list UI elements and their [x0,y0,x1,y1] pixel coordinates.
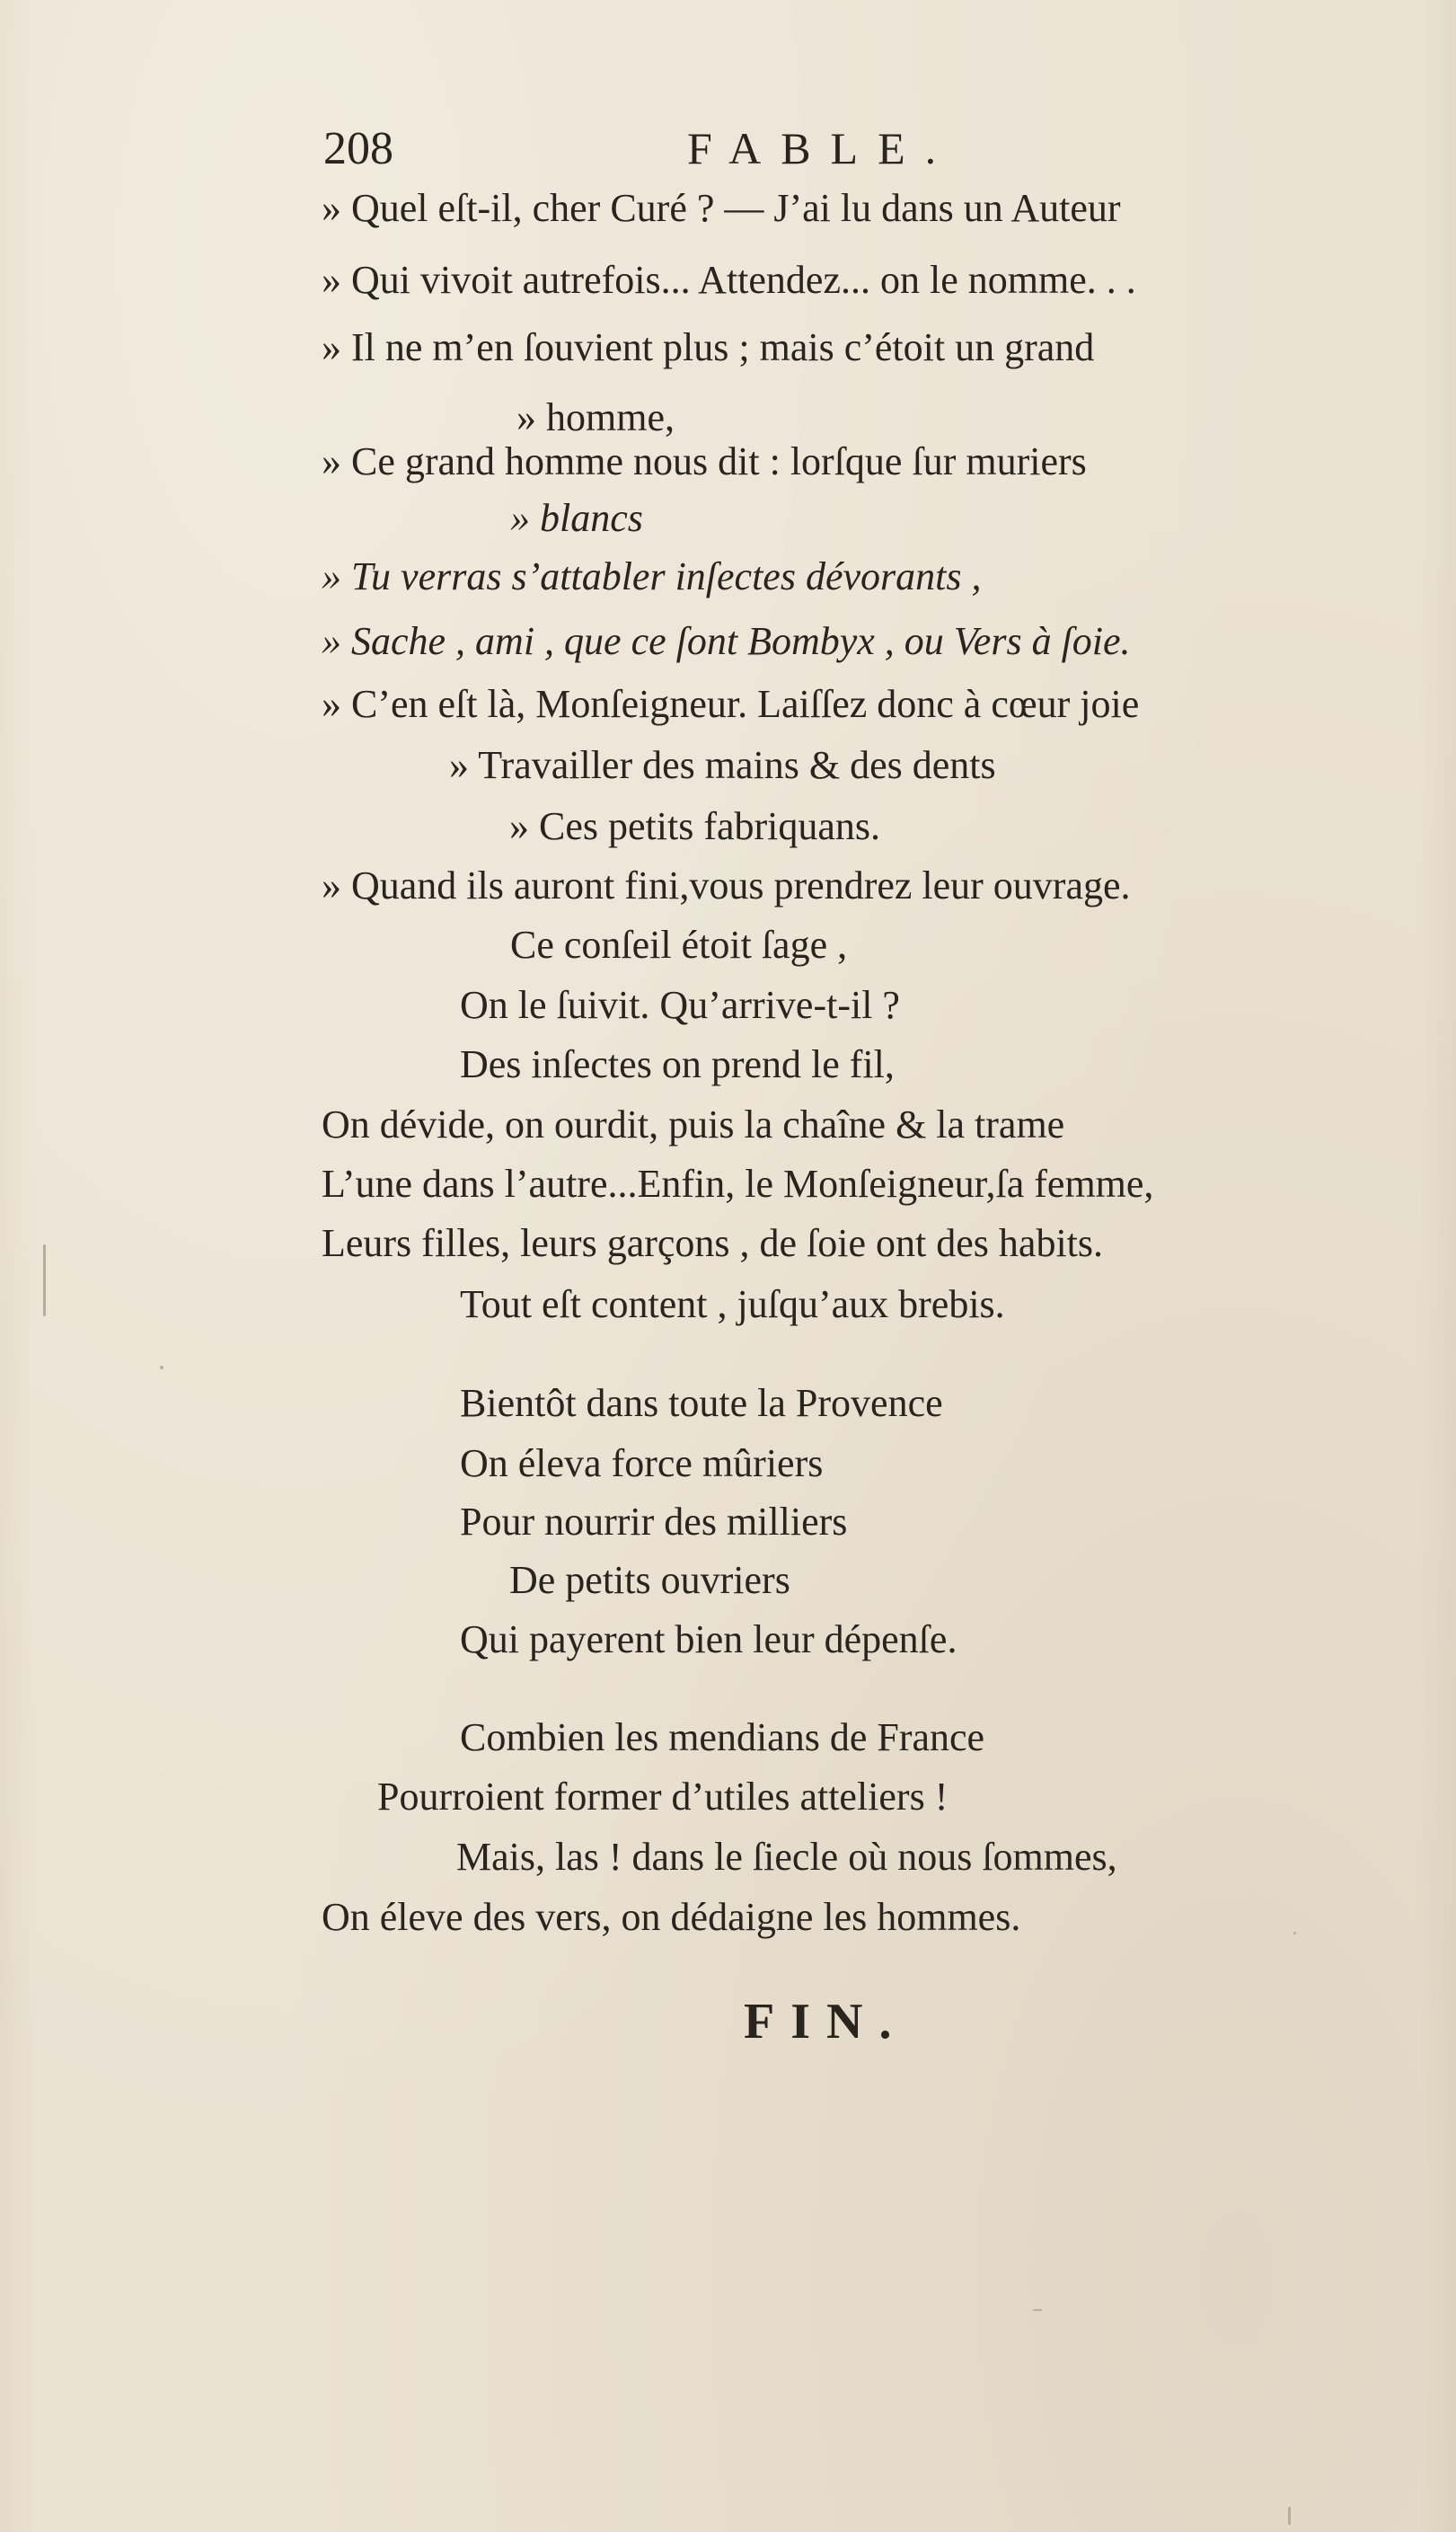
verse-line: » Qui vivoit autrefois... Attendez... on le nomme. . . [322,258,1136,302]
verse-line: On éleve des vers, on dédaigne les hommes. [322,1895,1021,1939]
verse-line: Bientôt dans toute la Provence [460,1381,943,1425]
end-mark: FIN. [744,1994,908,2050]
verse-line: Tout eſt content , juſqu’aux brebis. [460,1282,1005,1326]
verse-line: L’une dans l’autre...Enfin, le Monſeigneur,ſa femme, [322,1162,1154,1206]
running-title: FABLE. [687,123,957,173]
verse-line: » C’en eſt là, Monſeigneur. Laiſſez donc à cœur joie [322,682,1140,726]
verse-line: Ce conſeil étoit ſage , [510,923,848,967]
verse-line: On dévide, on ourdit, puis la chaîne & la trame [322,1102,1065,1146]
paper-speck [160,1366,163,1369]
verse-line: » Ces petits fabriquans. [509,804,881,848]
verse-line: » Tu verras s’attabler inſectes dévorants , [322,554,982,598]
paper-speck [1033,2309,1042,2311]
verse-line: On le ſuivit. Qu’arrive-t-il ? [460,983,900,1027]
verse-line: » Il ne m’en ſouvient plus ; mais c’étoit un grand [322,325,1095,369]
verse-line: » Quand ils auront fini,vous prendrez leur ouvrage. [322,863,1131,907]
paper-mark [1288,2507,1291,2525]
verse-line: Combien les mendians de France [460,1715,985,1759]
verse-line: » Quel eſt-il, cher Curé ? — J’ai lu dans un Auteur [322,186,1121,230]
verse-line: » Ce grand homme nous dit : lorſque ſur muriers [322,439,1087,483]
verse-line: Mais, las ! dans le ſiecle où nous ſommes, [456,1835,1117,1879]
verse-line: De petits ouvriers [509,1558,790,1602]
paper-speck [1293,1932,1296,1934]
verse-line: Pour nourrir des milliers [460,1500,848,1544]
page-number: 208 [323,123,393,174]
paper-mark [43,1244,46,1316]
verse-line: Pourroient former d’utiles atteliers ! [377,1775,949,1819]
verse-line: Leurs filles, leurs garçons , de ſoie ont des habits. [322,1221,1104,1265]
verse-line: Des inſectes on prend le fil, [460,1042,895,1086]
verse-line: » Sache , ami , que ce ſont Bombyx , ou Vers à ſoie. [322,619,1131,663]
verse-line: Qui payerent bien leur dépenſe. [460,1617,957,1661]
verse-line: » Travailler des mains & des dents [449,743,996,787]
verse-line: » homme, [516,395,675,439]
verse-line: » blancs [510,496,643,540]
verse-line: On éleva force mûriers [460,1441,824,1485]
